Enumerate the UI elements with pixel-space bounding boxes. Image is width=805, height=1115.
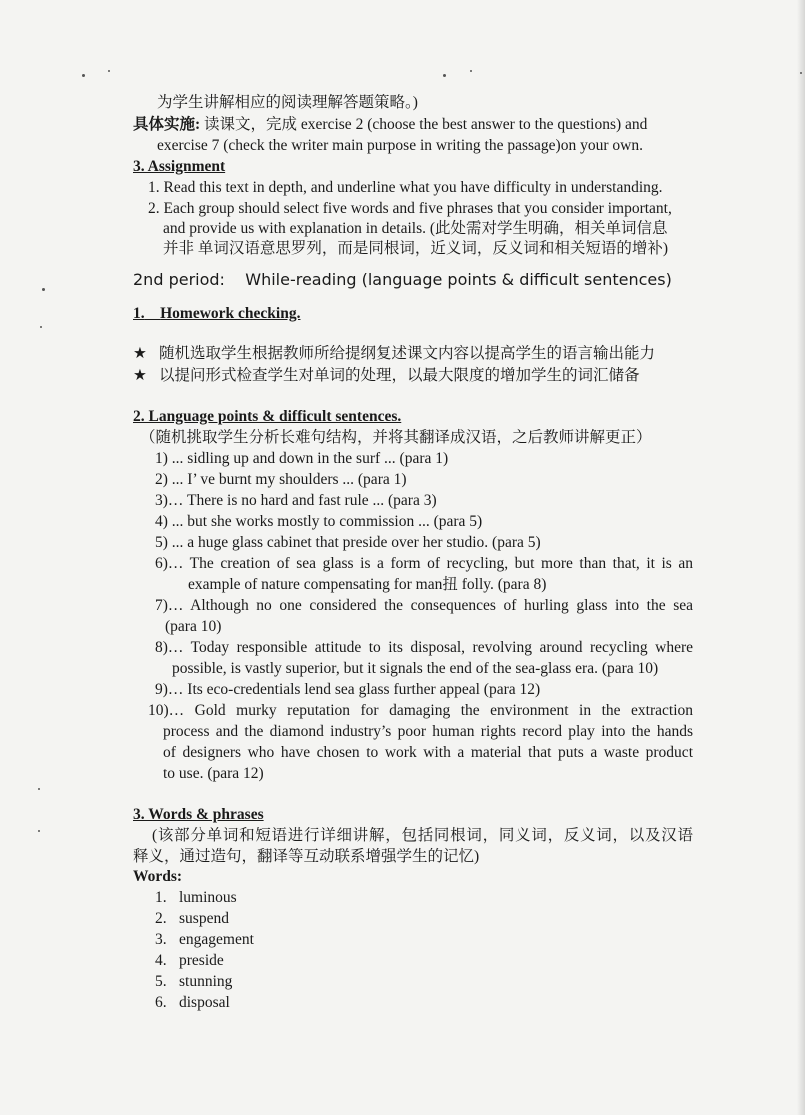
homework-number: 1. [133,305,145,322]
scan-speck [108,70,110,72]
sentence-3: 3)… There is no hard and fast rule ... (para 3) [155,492,437,509]
implementation-line [133,115,647,135]
word-item [155,951,224,971]
sentence-10-cont: process and the diamond industry’s poor human rights record play into the hands [163,723,693,740]
words-note-cont: 释义，通过造句，翻译等互动联系增强学生的记忆) [133,848,480,865]
sentence-7-cont: (para 10) [165,618,222,635]
implementation-text: 读课文，完成 exercise 2 (choose the best answer to the questions) and [204,116,648,133]
sentence-6-cont: example of nature compensating for man扭 folly. (para 8) [188,576,547,593]
scan-speck [40,326,42,328]
sentence-4: 4) ... but she works mostly to commission ... (para 5) [155,513,483,530]
sentence-5: 5) ... a huge glass cabinet that preside over her studio. (para 5) [155,534,541,551]
scan-speck [800,72,802,74]
implementation-continuation: exercise 7 (check the writer main purpose in writing the passage)on your own. [157,137,643,154]
words-heading: 3. Words & phrases [133,806,264,823]
homework-bullet-1 [133,344,655,364]
words-label: Words: [133,868,183,885]
word-text: suspend [179,910,229,927]
assignment-item-2: 2. Each group should select five words and five phrases that you consider important, [148,200,672,217]
word-item [155,930,254,950]
scan-speck [38,830,40,832]
word-number: 1. [155,889,167,906]
scan-speck [38,788,40,790]
sentence-8: 8)… Today responsible attitude to its disposal, revolving around recycling where [155,639,693,656]
word-item [155,993,230,1013]
word-text: disposal [179,994,230,1011]
homework-bullet-text: 随机选取学生根据教师所给提纲复述课文内容以提高学生的语言输出能力 [159,345,656,362]
scan-speck [443,74,446,77]
words-note: (该部分单词和短语进行详细讲解，包括同根词，同义词，反义词，以及汉语 [152,827,693,844]
homework-heading [133,304,300,324]
word-number: 4. [155,952,167,969]
assignment-item-2-cont: and provide us with explanation in details. (此处需对学生明确，相关单词信息 [163,220,668,237]
word-item [155,909,229,929]
word-item [155,888,237,908]
sentence-1: 1) ... sidling up and down in the surf ... (para 1) [155,450,449,467]
star-icon: ★ [133,345,147,362]
assignment-item-1: 1. Read this text in depth, and underline what you have difficulty in understanding. [148,179,663,196]
word-text: preside [179,952,224,969]
assignment-heading: 3. Assignment [133,158,226,175]
period-title: While-reading (language points & difficult sentences) [245,270,672,289]
intro-line: 为学生讲解相应的阅读理解答题策略。) [157,94,418,111]
implementation-label: 具体实施: [133,116,201,133]
period-label: 2nd period: [133,270,225,289]
star-icon: ★ [133,367,147,384]
language-note: （随机挑取学生分析长难句结构，并将其翻译成汉语，之后教师讲解更正） [140,429,652,446]
homework-bullet-2 [133,366,640,386]
word-number: 5. [155,973,167,990]
sentence-10-cont: of designers who have chosen to work with a material that puts a waste product [163,744,693,761]
word-number: 2. [155,910,167,927]
sentence-8-cont: possible, is vastly superior, but it signals the end of the sea-glass era. (para 10) [172,660,659,677]
homework-bullet-text: 以提问形式检查学生对单词的处理，以最大限度的增加学生的词汇储备 [159,367,640,384]
word-item [155,972,232,992]
word-text: engagement [179,931,254,948]
sentence-6: 6)… The creation of sea glass is a form of recycling, but more than that, it is an [155,555,693,572]
sentence-7: 7)… Although no one considered the consequences of hurling glass into the sea [155,597,693,614]
scan-speck [470,70,472,72]
sentence-10-cont: to use. (para 12) [163,765,264,782]
homework-title: Homework checking. [160,305,301,322]
word-number: 3. [155,931,167,948]
word-number: 6. [155,994,167,1011]
scan-speck [82,74,85,77]
assignment-item-2-cont: 并非 单词汉语意思罗列，而是同根词，近义词，反义词和相关短语的增补) [163,240,669,257]
sentence-2: 2) ... I’ ve burnt my shoulders ... (para 1) [155,471,407,488]
period-heading [133,270,672,290]
sentence-10: 10)… Gold murky reputation for damaging the environment in the extraction [148,702,693,719]
word-text: luminous [179,889,237,906]
scan-speck [42,288,45,291]
scan-edge-shadow [797,0,805,1115]
sentence-9: 9)… Its eco-credentials lend sea glass further appeal (para 12) [155,681,541,698]
word-text: stunning [179,973,233,990]
language-heading: 2. Language points & difficult sentences. [133,408,402,425]
